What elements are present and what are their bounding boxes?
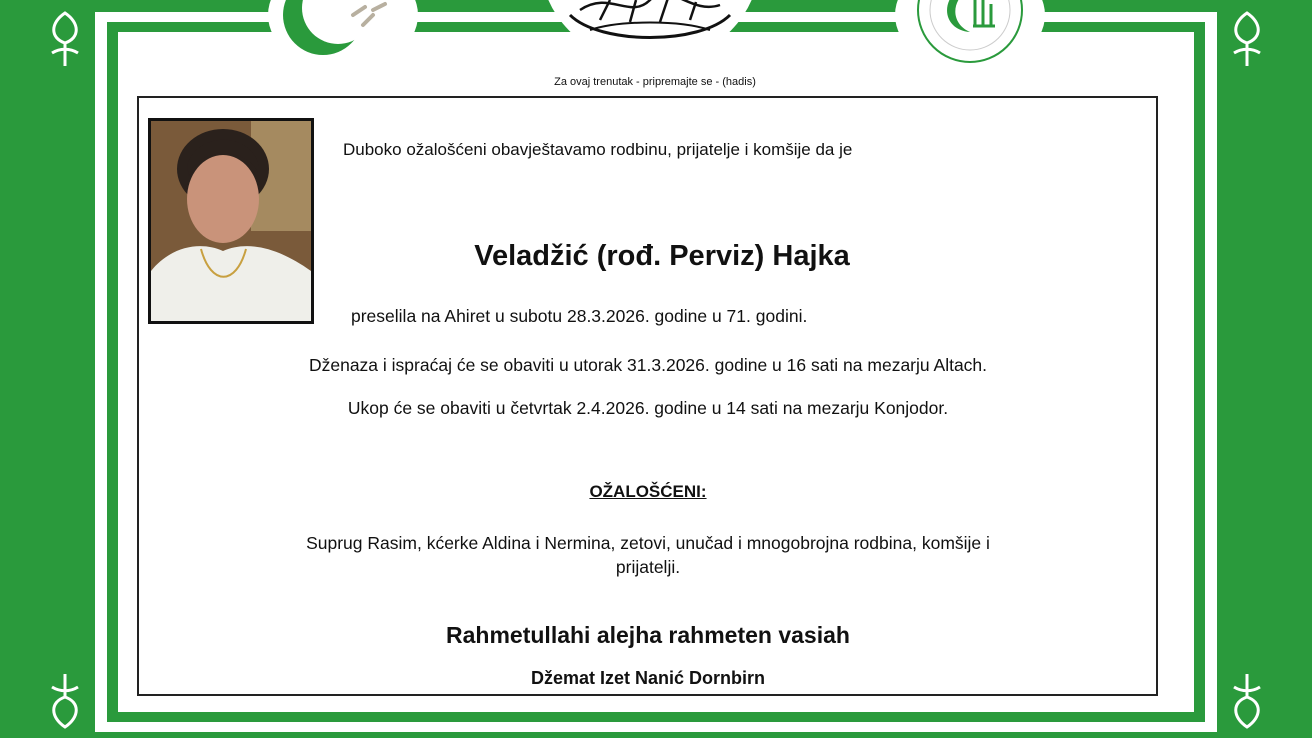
intro-text: Duboko ožalošćeni obavještavamo rodbinu, prijatelje i komšije da je xyxy=(343,140,853,159)
corner-ornament-icon xyxy=(1222,672,1272,732)
mourners-line-1: Suprug Rasim, kćerke Aldina i Nermina, zetovi, unučad i mnogobrojna rodbina, komšije i xyxy=(306,533,990,553)
mourners-line-2: prijatelji. xyxy=(615,557,681,577)
funeral-info: Dženaza i ispraćaj će se obaviti u utorak 31.3.2026. godine u 16 sati na mezarju Altach. xyxy=(308,355,988,375)
community-seal-icon xyxy=(895,0,1045,70)
deceased-name: Veladžić (rođ. Perviz) Hajka xyxy=(474,240,850,272)
calligraphy-emblem xyxy=(540,0,760,60)
burial-info: Ukop će se obaviti u četvrtak 2.4.2026. godine u 14 sati na mezarju Konjodor. xyxy=(347,398,949,418)
calligraphy-icon xyxy=(540,0,760,60)
death-info: preselila na Ahiret u subotu 28.3.2026. godine u 71. godini. xyxy=(351,306,808,326)
crescent-moon-icon xyxy=(268,0,418,70)
corner-ornament-icon xyxy=(40,672,90,732)
prayer-text: Rahmetullahi alejha rahmeten vasiah xyxy=(446,622,850,648)
mourners-heading: OŽALOŠĆENI: xyxy=(589,482,707,501)
corner-ornament-icon xyxy=(1222,8,1272,68)
community-signature: Džemat Izet Nanić Dornbirn xyxy=(530,668,766,688)
portrait-image xyxy=(151,121,311,321)
hadith-motto: Za ovaj trenutak - pripremajte se - (hadis) xyxy=(554,76,756,88)
crescent-emblem xyxy=(268,0,418,70)
corner-ornament-icon xyxy=(40,8,90,68)
deceased-photo xyxy=(148,118,314,324)
community-seal xyxy=(895,0,1045,70)
